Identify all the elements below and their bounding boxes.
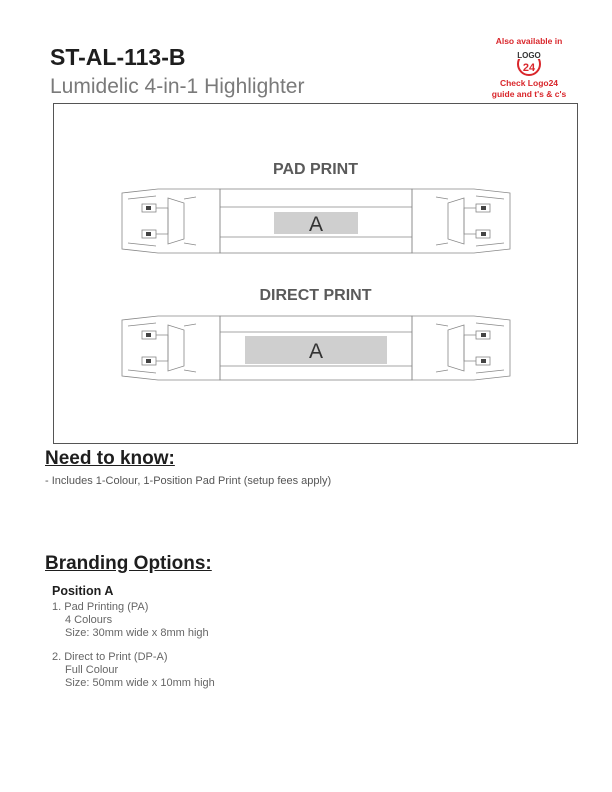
- need-to-know-item: - Includes 1-Colour, 1-Position Pad Print (setup fees apply): [45, 475, 332, 487]
- direct-print-label: DIRECT PRINT: [259, 287, 372, 304]
- option-size: Size: 30mm wide x 8mm high: [65, 627, 209, 639]
- option-name: 1. Pad Printing (PA): [52, 601, 149, 613]
- pad-print-area-label: A: [308, 213, 324, 236]
- product-diagram-frame: [53, 103, 578, 444]
- logo-text: LOGO: [517, 51, 541, 60]
- option-size: Size: 50mm wide x 10mm high: [65, 677, 215, 689]
- branding-option-direct-print: [52, 651, 215, 690]
- direct-print-pen-drawing: [120, 314, 512, 382]
- product-title: Lumidelic 4-in-1 Highlighter: [50, 75, 305, 98]
- logo24-badge[interactable]: [481, 36, 577, 100]
- position-heading: Position A: [52, 584, 114, 598]
- product-code: ST-AL-113-B: [50, 44, 186, 70]
- direct-print-area-label: A: [308, 340, 324, 363]
- branding-options-heading: Branding Options:: [45, 553, 212, 574]
- option-colours: Full Colour: [65, 664, 119, 676]
- option-name: 2. Direct to Print (DP-A): [52, 651, 168, 663]
- badge-availability-text: Also available in: [495, 36, 563, 46]
- logo24-icon: [514, 48, 544, 76]
- branding-option-pad-printing: [52, 601, 209, 640]
- badge-terms-text: guide and t's & c's: [491, 89, 567, 99]
- badge-check-text: Check Logo24: [499, 78, 559, 88]
- pad-print-pen-drawing: [120, 187, 512, 255]
- option-colours: 4 Colours: [65, 614, 113, 626]
- need-to-know-heading: Need to know:: [45, 448, 175, 469]
- pad-print-label: PAD PRINT: [272, 161, 359, 178]
- logo-number: 24: [522, 62, 536, 74]
